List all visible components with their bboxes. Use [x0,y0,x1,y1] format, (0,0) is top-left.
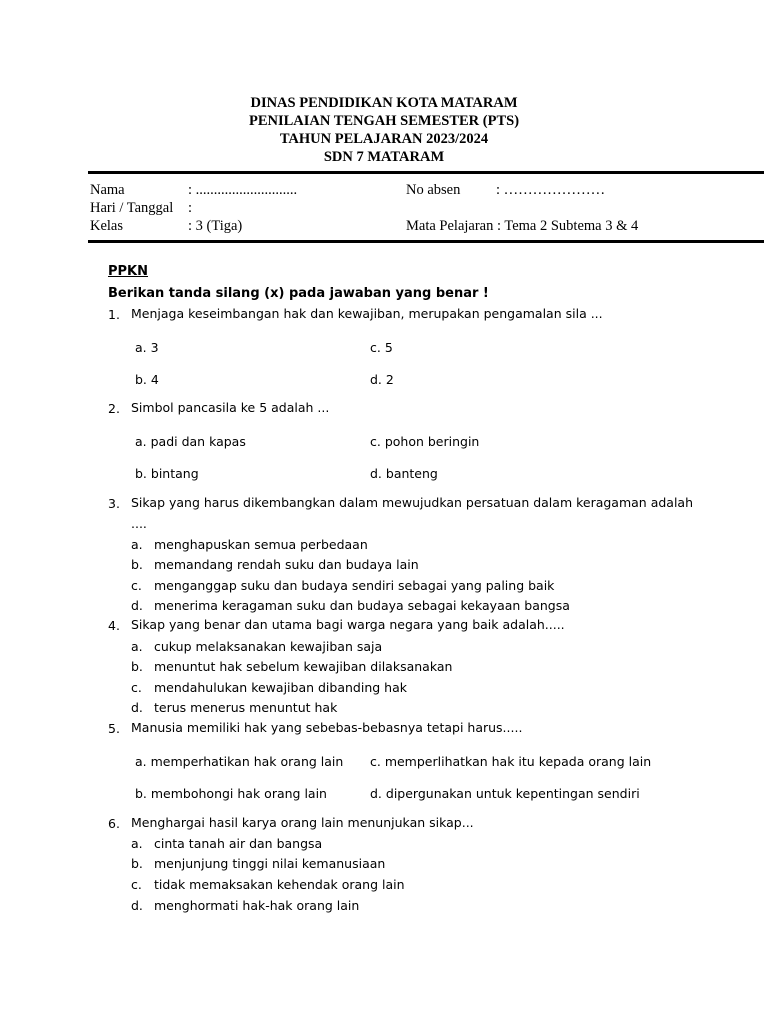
question-text: Sikap yang benar dan utama bagi warga negara yang baik adalah..... [131,617,565,632]
question-number: 5. [108,721,120,736]
option-text: cinta tanah air dan bangsa [154,836,323,851]
option-letter: b. [131,659,143,674]
option-text: menghapuskan semua perbedaan [154,537,368,552]
absen-label: No absen [406,182,461,198]
option-text: cukup melaksanakan kewajiban saja [154,639,383,654]
header-line-tahun: TAHUN PELAJARAN 2023/2024 [279,131,489,147]
option-d: d. banteng [370,466,438,481]
option-letter: d. [131,898,143,913]
hari-value: : [188,200,193,216]
option-text: mendahulukan kewajiban dibanding hak [154,680,407,695]
question-number: 4. [108,618,120,633]
option-letter: c. [131,680,142,695]
option-text: memandang rendah suku dan budaya lain [154,557,419,572]
question-text: Simbol pancasila ke 5 adalah ... [131,400,330,415]
option-b: b. membohongi hak orang lain [135,786,327,801]
option-letter: c. [131,578,142,593]
option-c: c. pohon beringin [370,434,480,449]
option-letter: d. [131,598,143,613]
nama-label: Nama [90,182,125,198]
question-text: Menghargai hasil karya orang lain menunjukan sikap... [131,815,474,830]
option-text: menjunjung tinggi nilai kemanusiaan [154,856,386,871]
question-number: 1. [108,307,120,322]
option-b: b. bintang [135,466,199,481]
option-d: d. dipergunakan untuk kepentingan sendiri [370,786,640,801]
option-letter: b. [131,557,143,572]
option-letter: c. [131,877,142,892]
option-a: a. memperhatikan hak orang lain [135,754,344,769]
top-divider [88,171,764,174]
instruction: Berikan tanda silang (x) pada jawaban yang benar ! [108,286,489,301]
question-text: Manusia memiliki hak yang sebebas-bebasnya tetapi harus..... [131,720,523,735]
option-a: a. padi dan kapas [135,434,246,449]
option-text: menuntut hak sebelum kewajiban dilaksanakan [154,659,453,674]
header-line-school: SDN 7 MATARAM [323,149,445,165]
kelas-label: Kelas [90,218,124,234]
question-number: 2. [108,401,120,416]
option-letter: b. [131,856,143,871]
bottom-divider [88,240,764,243]
option-letter: a. [131,639,143,654]
option-letter: a. [131,537,143,552]
header-line-dinas: DINAS PENDIDIKAN KOTA MATARAM [250,95,518,111]
question-number: 3. [108,496,120,511]
option-text: tidak memaksakan kehendak orang lain [154,877,405,892]
question-number: 6. [108,816,120,831]
absen-value: : ………………… [496,182,606,198]
option-letter: d. [131,700,143,715]
option-c: c. memperlihatkan hak itu kepada orang lain [370,754,652,769]
question-text: Menjaga keseimbangan hak dan kewajiban, merupakan pengamalan sila ... [131,306,603,321]
kelas-value: : 3 (Tiga) [188,218,243,234]
header-line-pts: PENILAIAN TENGAH SEMESTER (PTS) [248,113,520,129]
option-a: a. 3 [135,340,159,355]
option-text: menganggap suku dan budaya sendiri sebagai yang paling baik [154,578,555,593]
question-text: Sikap yang harus dikembangkan dalam mewujudkan persatuan dalam keragaman adalah [131,495,694,510]
nama-value: : ............................ [188,182,298,198]
mata-pelajaran: Mata Pelajaran : Tema 2 Subtema 3 & 4 [406,218,639,234]
option-d: d. 2 [370,372,394,387]
hari-label: Hari / Tanggal [90,200,174,216]
option-text: menerima keragaman suku dan budaya sebagai kekayaan bangsa [154,598,570,613]
subject-title: PPKN [108,264,149,279]
option-text: terus menerus menuntut hak [154,700,338,715]
option-c: c. 5 [370,340,393,355]
option-b: b. 4 [135,372,159,387]
question-text-continuation: .... [131,516,147,531]
option-letter: a. [131,836,143,851]
document-header [0,94,768,166]
option-text: menghormati hak-hak orang lain [154,898,360,913]
